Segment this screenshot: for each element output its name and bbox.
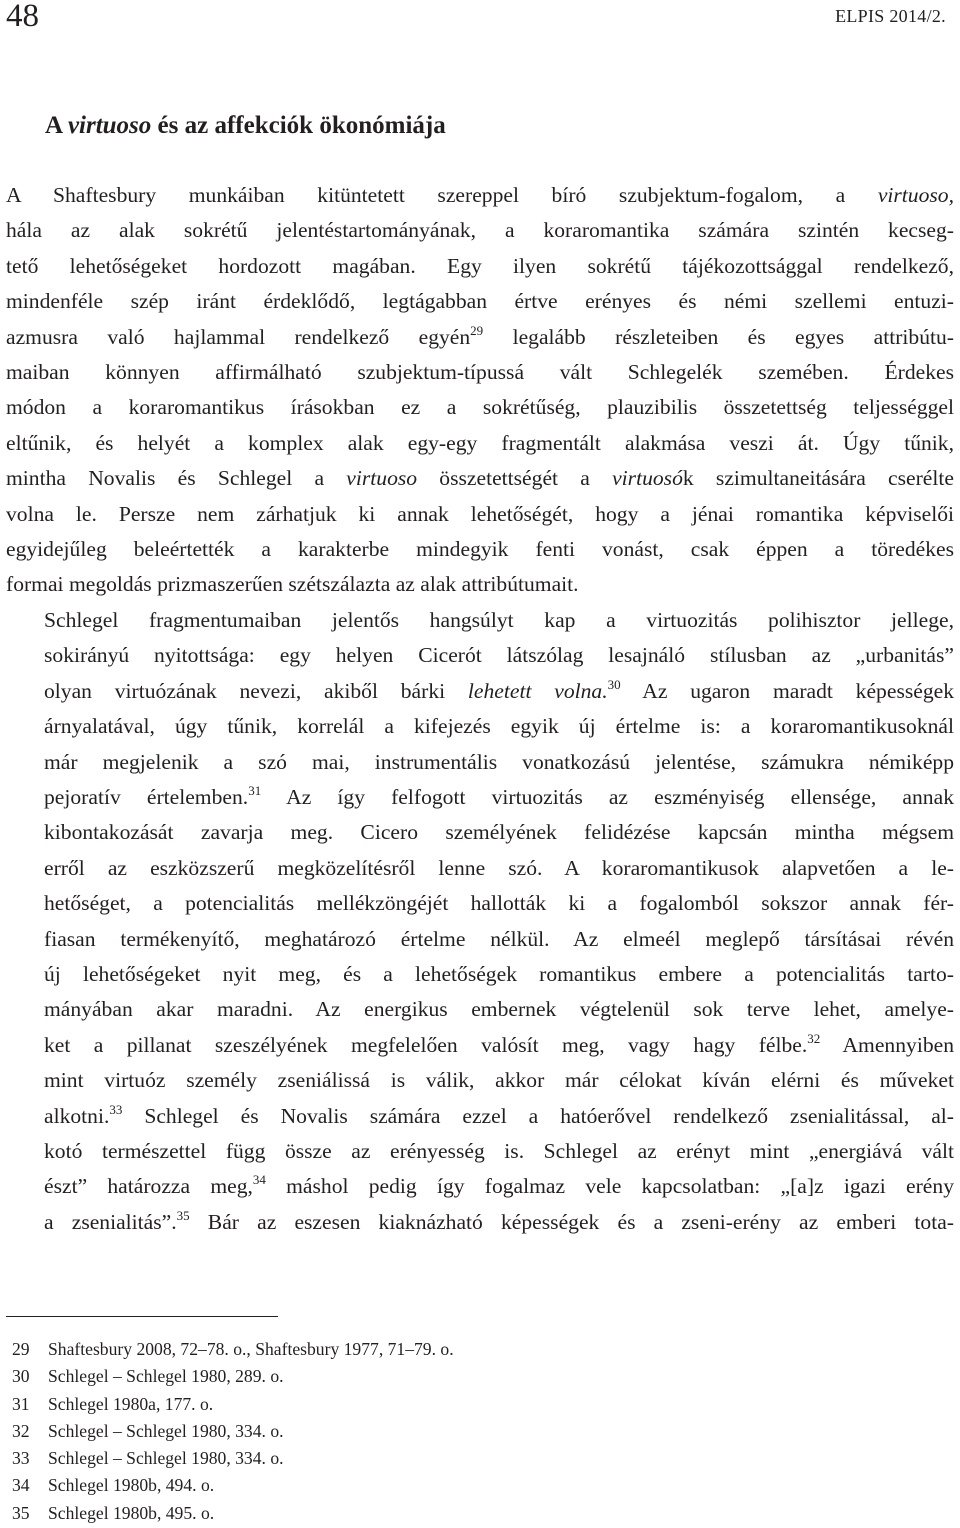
text-run: Schlegel és Novalis számára ezzel a hatóerővel rendelkező zsenialitással, al- — [122, 1103, 954, 1128]
text-line: Schlegel fragmentumaiban jelentős hangsúlyt kap a virtuozitás polihisztor jellege, — [44, 607, 954, 632]
text-line — [6, 178, 954, 213]
text-line — [6, 461, 954, 496]
body-text — [6, 178, 954, 1240]
footnote-text: Schlegel 1980b, 495. o. — [48, 1502, 215, 1523]
text-line: árnyalatával, úgy tűnik, korrelál a kifejezés egyik új értelme is: a koraromantikusoknál — [44, 714, 954, 739]
text-line: hála az alak sokrétű jelentéstartományának, a koraromantika számára szintén kecseg- — [6, 218, 954, 243]
footnote-ref-30[interactable]: 30 — [607, 676, 621, 692]
text-line: hetőséget, a potencialitás mellékzöngéjét hallották ki a fogalomból sokszor annak fér- — [44, 891, 954, 916]
footnote-divider — [6, 1316, 278, 1317]
paragraph-2 — [6, 603, 954, 1240]
section-title — [45, 110, 446, 142]
footnote-ref-34[interactable]: 34 — [252, 1172, 266, 1188]
title-suffix: és az affekciók ökonómiája — [151, 112, 446, 139]
footnote-number: 30 — [12, 1366, 30, 1387]
text-run: mintha Novalis és Schlegel a — [6, 466, 347, 491]
text-run: összetettségét a — [417, 466, 613, 491]
text-line — [6, 780, 954, 815]
italic-term: lehetett volna. — [467, 678, 608, 703]
footnote-number: 34 — [12, 1475, 30, 1496]
footnote-text: Schlegel 1980a, 177. o. — [48, 1393, 214, 1414]
text-run: A Shaftesbury munkáiban kitüntetett szereppel bíró szubjektum-fogalom, a — [6, 183, 878, 207]
text-run: azmusra való hajlammal rendelkező egyén — [6, 324, 471, 349]
text-line: eltűnik, és helyét a komplex alak egy-egy fragmentált alakmása veszi át. Úgy tűnik, — [6, 430, 954, 455]
footnotes — [12, 1336, 912, 1527]
page-header — [0, 0, 960, 40]
footnote — [12, 1445, 912, 1472]
text-run: észt” határozza meg, — [44, 1174, 253, 1199]
text-run: alkotni. — [44, 1103, 110, 1128]
text-line: tető lehetőségeket hordozott magában. Egy ilyen sokrétű tájékozottsággal rendelkező, — [6, 253, 954, 278]
text-line — [6, 1099, 954, 1134]
italic-term: virtuosó — [612, 466, 683, 491]
footnote-text: Schlegel – Schlegel 1980, 334. o. — [48, 1420, 284, 1441]
footnote-text: Schlegel 1980b, 494. o. — [48, 1475, 215, 1496]
footnote-text: Schlegel – Schlegel 1980, 289. o. — [48, 1366, 284, 1387]
text-line — [6, 1169, 954, 1204]
text-line: volna le. Persze nem zárhatjuk ki annak lehetőségét, hogy a jénai romantika képviselői — [6, 501, 954, 526]
text-line: módon a koraromantikus írásokban ez a sokrétűség, plauzibilis összetettség teljességgel — [6, 395, 954, 420]
title-italic: virtuoso — [67, 112, 152, 139]
text-line: fiasan termékenyítő, meghatározó értelme nélkül. Az elmeél meglepő társításai révén — [44, 926, 954, 951]
paragraph-1 — [6, 178, 954, 603]
text-line: új lehetőségeket nyit meg, és a lehetőségek romantikus embere a potencialitás tarto- — [44, 961, 954, 986]
footnote-number: 32 — [12, 1420, 30, 1441]
text-run: k szimultaneitására cserélte — [682, 466, 954, 491]
text-run: Amennyiben — [820, 1032, 955, 1057]
italic-term: virtuoso, — [877, 183, 954, 207]
text-line: sokirányú nyitottsága: egy helyen Cicerót látszólag lesajnáló stílusban az „urbanitás” — [44, 643, 954, 668]
footnote-text: Shaftesbury 2008, 72–78. o., Shaftesbury 1977, 71–79. o. — [48, 1339, 454, 1359]
text-run: legalább részleteiben és egyes attribútu- — [483, 324, 954, 349]
text-line: mányában akar maradni. Az energikus embernek végtelenül sok terve lehet, amelye- — [44, 997, 954, 1022]
footnote-number: 33 — [12, 1448, 30, 1469]
footnote-ref-33[interactable]: 33 — [109, 1101, 123, 1117]
footnote — [12, 1472, 912, 1499]
text-run: ket a pillanat szeszélyének megfelelően valósít meg, vagy hagy félbe. — [44, 1032, 808, 1057]
text-line: egyidejűleg beleértették a karakterbe mindegyik fenti vonást, csak éppen a töredékes — [6, 537, 954, 562]
text-line: erről az eszközszerű megközelítésről lenne szó. A koraromantikusok alapvetően a le- — [44, 855, 954, 880]
text-run: olyan virtuózának nevezi, akiből bárki — [44, 678, 468, 703]
text-line — [6, 1205, 954, 1240]
footnote — [12, 1500, 912, 1527]
footnote-ref-29[interactable]: 29 — [470, 322, 484, 338]
text-run: Az így felfogott virtuozitás az eszményiség ellensége, annak — [261, 784, 954, 809]
footnote-number: 29 — [12, 1339, 30, 1359]
italic-term: virtuoso — [346, 466, 418, 491]
text-line: kibontakozását zavarja meg. Cicero személyének felidézése kapcsán mintha mégsem — [44, 820, 954, 845]
footnote-ref-35[interactable]: 35 — [176, 1207, 190, 1223]
text-line: mint virtuóz személy zseniálissá is válik, akkor már célokat kíván elérni és műveket — [44, 1068, 954, 1093]
footnote — [12, 1418, 912, 1445]
text-line — [6, 674, 954, 709]
footnote-number: 31 — [12, 1393, 30, 1414]
page-number: 48 — [6, 0, 39, 34]
footnote-number: 35 — [12, 1502, 30, 1523]
footnote — [12, 1336, 912, 1363]
title-prefix: A — [45, 112, 68, 139]
text-line: már megjelenik a szó mai, instrumentális vonatkozású jelentése, számukra némiképp — [44, 749, 954, 774]
footnote-ref-31[interactable]: 31 — [248, 782, 262, 798]
footnote-text: Schlegel – Schlegel 1980, 334. o. — [48, 1448, 284, 1469]
text-line — [6, 1028, 954, 1063]
journal-issue: ELPIS 2014/2. — [835, 6, 946, 26]
text-run: Bár az eszesen kiaknázható képességek és a zseni-erény az emberi tota- — [189, 1209, 954, 1234]
text-run: pejoratív értelemben. — [44, 784, 249, 809]
text-line: mindenféle szép iránt érdeklődő, legtágabban értve erényes és némi szellemi entuzi- — [6, 289, 954, 314]
text-line: formai megoldás prizmaszerűen szétszálazta az alak attribútumait. — [6, 572, 579, 597]
text-line: maiban könnyen affirmálható szubjektum-típussá vált Schlegelék szemében. Érdekes — [6, 360, 954, 385]
footnote-ref-32[interactable]: 32 — [807, 1030, 821, 1046]
text-line — [6, 320, 954, 355]
text-run: Az ugaron maradt képességek — [620, 678, 955, 703]
text-run: máshol pedig így fogalmaz vele kapcsolatban: „[a]z igazi erény — [265, 1174, 954, 1199]
text-line: kotó természettel függ össze az erényesség is. Schlegel az erényt mint „energiává vált — [44, 1138, 954, 1163]
text-run: a zsenialitás”. — [44, 1209, 177, 1234]
footnote — [12, 1363, 912, 1390]
footnote — [12, 1391, 912, 1418]
